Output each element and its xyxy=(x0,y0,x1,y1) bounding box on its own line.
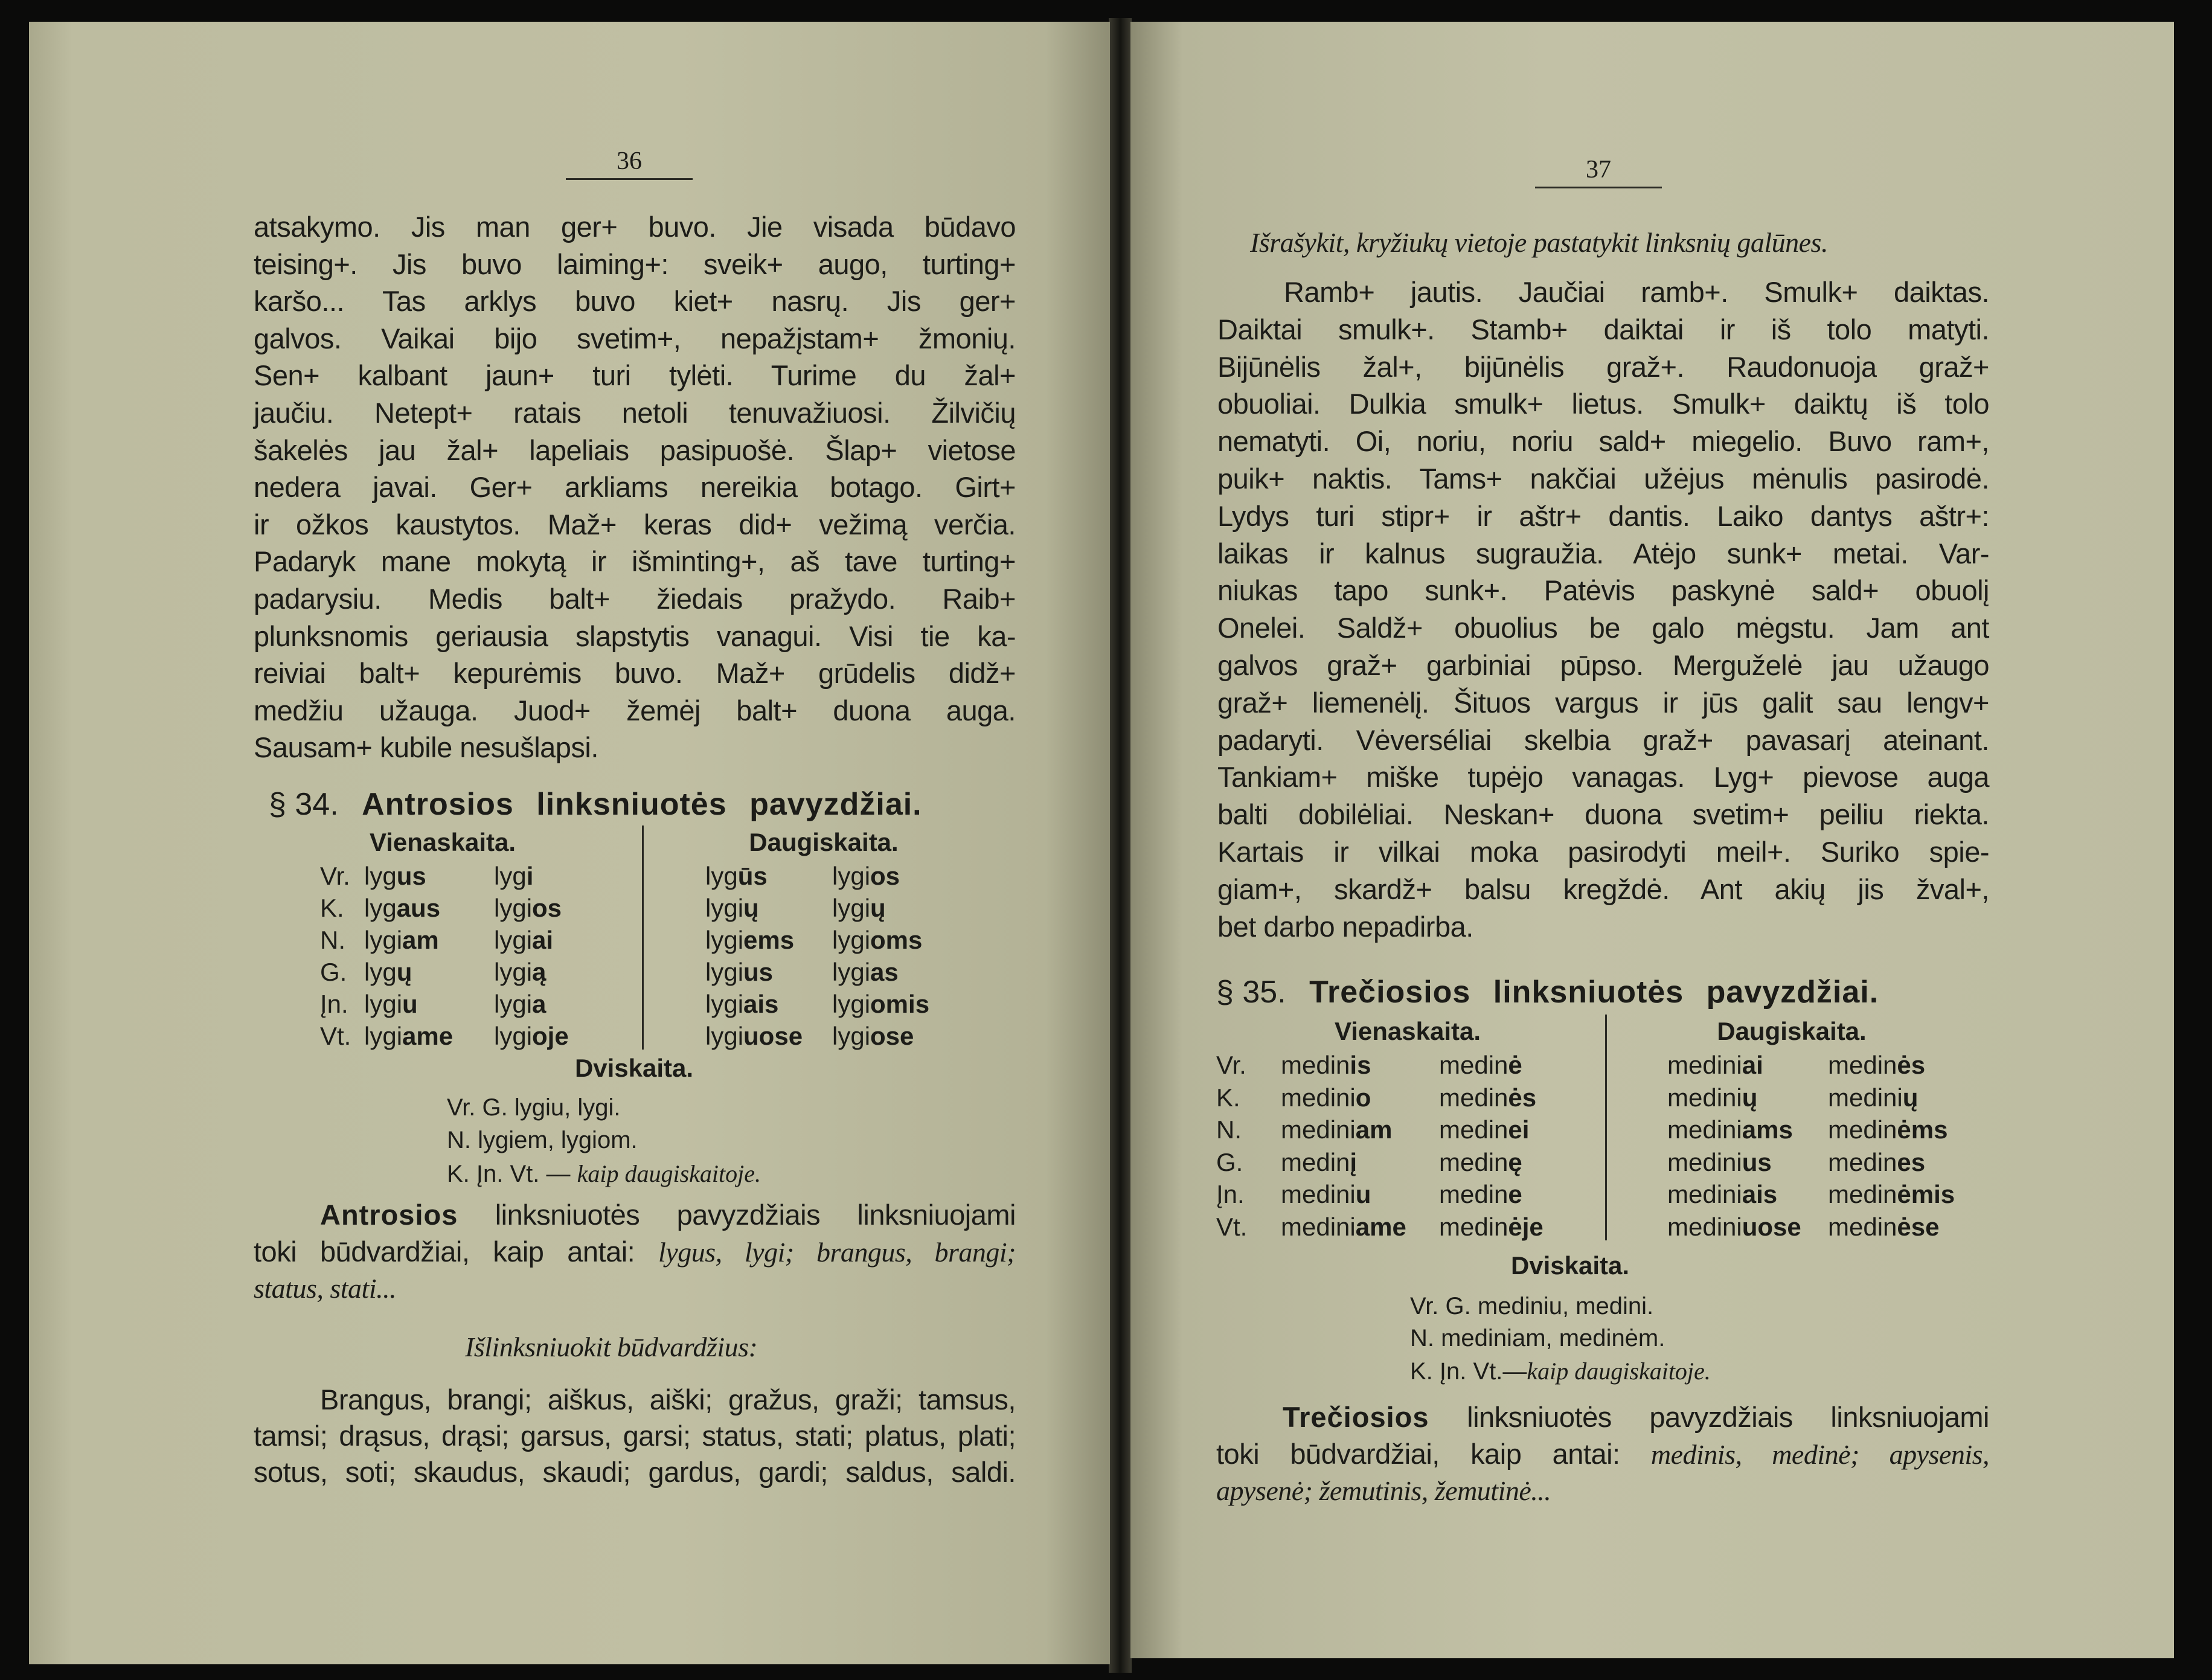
declension-cell xyxy=(1439,1115,1529,1144)
note-examples: status, stati... xyxy=(254,1273,397,1304)
word-stem: lyg xyxy=(364,894,397,922)
word-stem: medin xyxy=(1439,1180,1508,1208)
word-stem: lygi xyxy=(705,958,744,986)
singular-header: Vienaskaita. xyxy=(1334,1017,1481,1045)
dual-italic: kaip daugiskaitoje. xyxy=(577,1160,761,1187)
case-label: Vt. xyxy=(320,1022,351,1050)
dual-header: Dviskaita. xyxy=(574,1054,694,1082)
dual-text: Vr. G. lygiu, lygi. xyxy=(447,1094,621,1121)
word-stem: lygi xyxy=(705,990,744,1018)
word-stem: lygi xyxy=(705,894,744,922)
exercise-line: Sausam+ kubile nesušlapsi. xyxy=(254,731,598,764)
case-label: Vr. xyxy=(320,862,350,890)
exercise-line: padarysiu. Medis balt+ žiedais pražydo. Raib+ xyxy=(254,583,1016,615)
word-ending: uose xyxy=(1742,1212,1801,1241)
exercise-line: jaučiu. Netept+ ratais netoli tenuvažiuosi. Žilvičių xyxy=(254,397,1016,429)
declension-cell xyxy=(1828,1180,1955,1209)
dual-text: K. Įn. Vt. — xyxy=(447,1161,577,1187)
note-bold-word: Trečiosios xyxy=(1283,1401,1429,1433)
declension-cell xyxy=(1439,1051,1522,1080)
task-line: tamsi; drąsus, drąsi; garsus, garsi; status, stati; platus, plati; xyxy=(254,1420,1016,1452)
word-ending: ų xyxy=(1742,1083,1758,1112)
dual-line xyxy=(1410,1325,1665,1352)
case-label: G. xyxy=(320,958,347,986)
word-stem: medini xyxy=(1281,1212,1356,1241)
task-line: Brangus, brangi; aiškus, aiški; gražus, graži; tamsus, xyxy=(320,1383,1016,1415)
word-stem: medin xyxy=(1439,1212,1508,1241)
word-stem: medini xyxy=(1281,1115,1356,1144)
note-line xyxy=(254,1234,1016,1270)
word-stem: medini xyxy=(1667,1180,1742,1208)
declension-cell xyxy=(1281,1083,1371,1112)
declension-cell xyxy=(1281,1148,1357,1177)
exercise-line: medžiu užauga. Juod+ žemėj balt+ duona auga. xyxy=(254,694,1016,726)
word-ending: am xyxy=(402,926,439,954)
word-stem: lygi xyxy=(832,1022,871,1050)
word-stem: medini xyxy=(1667,1147,1742,1176)
declension-cell xyxy=(705,958,773,987)
note-text: toki būdvardžiai, kaip antai: xyxy=(254,1236,659,1268)
declension-cell xyxy=(364,862,426,891)
declension-cell xyxy=(494,990,546,1019)
word-stem: lygi xyxy=(832,862,871,890)
case-label: N. xyxy=(320,926,345,954)
word-ending: i xyxy=(526,862,534,890)
declension-cell xyxy=(705,894,759,923)
exercise-line: teising+. Jis buvo laiming+: sveik+ augo, turting+ xyxy=(254,248,1016,280)
exercise-line: reiviai balt+ kepurėmis buvo. Maž+ grūdelis didž+ xyxy=(254,657,1016,690)
word-ending: ei xyxy=(1508,1115,1530,1144)
case-label: Įn. xyxy=(1216,1180,1245,1208)
exercise-line: nedera javai. Ger+ arkliams nereikia botago. Girt+ xyxy=(254,471,1016,504)
exercise-line: plunksnomis geriausia slapstytis vanagui. Visi tie ka- xyxy=(254,620,1016,652)
word-ending: ūs xyxy=(737,862,768,890)
word-ending: ę xyxy=(1508,1147,1522,1176)
word-ending: ėje xyxy=(1508,1212,1544,1241)
exercise-line: Padaryk mane mokytą ir išminting+, aš tave turting+ xyxy=(254,545,1016,578)
declension-cell xyxy=(832,926,922,955)
word-stem: medin xyxy=(1828,1115,1897,1144)
word-stem: lygi xyxy=(494,990,533,1018)
declension-cell xyxy=(1281,1180,1371,1209)
declension-cell xyxy=(1439,1180,1522,1209)
task-heading: Išlinksniuokit būdvardžius: xyxy=(465,1332,758,1362)
exercise-line: galvos graž+ garbiniai pūpso. Merguželė jau užaugo xyxy=(1217,649,1989,681)
word-ending: ų xyxy=(870,894,886,922)
word-stem: lygi xyxy=(364,990,403,1018)
declension-cell xyxy=(1828,1083,1918,1112)
exercise-line: Tankiam+ miške tupėjo vanagas. Lyg+ pievose auga xyxy=(1217,761,1989,794)
declension-cell xyxy=(1828,1148,1925,1177)
word-ending: ą xyxy=(532,958,547,986)
exercise-line: galvos. Vaikai bijo svetim+, nepažįstam+ žmonių. xyxy=(254,322,1016,354)
dual-text: N. mediniam, medinėm. xyxy=(1410,1325,1665,1351)
dual-text: K. Įn. Vt.— xyxy=(1410,1358,1527,1385)
word-ending: ės xyxy=(1897,1051,1926,1079)
word-ending: as xyxy=(870,958,899,986)
section-heading xyxy=(269,786,922,822)
word-stem: lyg xyxy=(494,862,527,890)
word-ending: es xyxy=(1897,1147,1926,1176)
note-text: linksniuotės pavyzdžiais linksniuojami xyxy=(1429,1401,1989,1433)
exercise-line: Sen+ kalbant jaun+ turi tylėti. Turime du žal+ xyxy=(254,359,1016,392)
exercise-line: obuoliai. Dulkia smulk+ lietus. Smulk+ daiktų iš tolo xyxy=(1217,388,1989,420)
word-stem: lygi xyxy=(832,894,871,922)
dual-line xyxy=(447,1159,761,1188)
declension-cell xyxy=(1667,1213,1801,1242)
word-ending: is xyxy=(1350,1051,1371,1079)
declension-cell xyxy=(494,894,562,923)
dual-text: Vr. G. mediniu, medini. xyxy=(1410,1293,1654,1319)
plural-header: Daugiskaita. xyxy=(749,828,899,856)
declension-cell xyxy=(364,958,412,987)
declension-cell xyxy=(1667,1083,1757,1112)
word-ending: oje xyxy=(532,1022,569,1050)
case-label: K. xyxy=(320,894,344,922)
note-bold-word: Antrosios xyxy=(320,1199,458,1231)
dual-italic: kaip daugiskaitoje. xyxy=(1527,1358,1711,1385)
word-stem: lyg xyxy=(364,862,397,890)
word-ending: į xyxy=(1350,1147,1358,1176)
word-stem: medin xyxy=(1828,1212,1897,1241)
word-ending: us xyxy=(1742,1147,1772,1176)
declension-cell xyxy=(494,1022,569,1051)
task-line: sotus, soti; skaudus, skaudi; gardus, gardi; saldus, saldi. xyxy=(254,1456,1016,1488)
note-line xyxy=(320,1197,1016,1233)
exercise-line: Kartais ir vilkai moka pasirodyti meil+. Suriko spie- xyxy=(1217,836,1989,868)
word-ending: ėmis xyxy=(1897,1180,1955,1208)
exercise-instruction: Išrašykit, kryžiukų vietoje pastatykit linksnių galūnes. xyxy=(1250,227,1828,258)
word-ending: omis xyxy=(870,990,930,1018)
word-stem: medin xyxy=(1439,1051,1508,1079)
note-text: linksniuotės pavyzdžiais linksniuojami xyxy=(458,1199,1016,1231)
word-ending: ų xyxy=(743,894,759,922)
word-ending: ų xyxy=(396,958,412,986)
word-ending: o xyxy=(1355,1083,1371,1112)
section-number: § 35. xyxy=(1216,975,1286,1010)
exercise-line: Ramb+ jautis. Jaučiai ramb+. Smulk+ daiktas. xyxy=(1284,276,1989,308)
declension-cell xyxy=(1828,1051,1925,1080)
exercise-line: Lydys turi stipr+ ir aštr+ dantis. Laiko dantys aštr+: xyxy=(1217,499,1989,532)
exercise-line: Daiktai smulk+. Stamb+ daiktai ir iš tolo matyti. xyxy=(1217,313,1989,345)
word-stem: lyg xyxy=(705,862,738,890)
word-stem: medin xyxy=(1281,1051,1350,1079)
word-stem: medini xyxy=(1281,1180,1356,1208)
word-stem: lygi xyxy=(494,926,533,954)
word-ending: ų xyxy=(1902,1083,1919,1112)
word-ending: ame xyxy=(402,1022,454,1050)
word-stem: medini xyxy=(1667,1051,1742,1079)
word-ending: ais xyxy=(743,990,779,1018)
declension-cell xyxy=(705,1022,803,1051)
exercise-line: balti dobilėliai. Neskan+ duona svetim+ peiliu riekta. xyxy=(1217,798,1989,831)
word-ending: ėse xyxy=(1897,1212,1940,1241)
declension-cell xyxy=(705,990,778,1019)
exercise-line: atsakymo. Jis man ger+ buvo. Jie visada būdavo xyxy=(254,211,1016,243)
exercise-line: graž+ liemenėlį. Šituos vargus ir jūs galit sau lengv+ xyxy=(1217,686,1989,719)
word-stem: medini xyxy=(1828,1083,1903,1112)
declension-cell xyxy=(494,862,533,891)
word-stem: medini xyxy=(1667,1083,1742,1112)
word-ending: u xyxy=(1355,1180,1371,1208)
word-stem: medin xyxy=(1439,1083,1508,1112)
word-ending: ės xyxy=(1508,1083,1537,1112)
word-stem: lygi xyxy=(705,926,744,954)
table-divider xyxy=(642,826,644,1050)
word-ending: ose xyxy=(870,1022,914,1050)
case-label: G. xyxy=(1216,1147,1243,1176)
declension-cell xyxy=(1281,1213,1406,1242)
word-stem: medin xyxy=(1828,1147,1897,1176)
word-ending: uose xyxy=(743,1022,803,1050)
word-ending: e xyxy=(1508,1180,1522,1208)
word-stem: lygi xyxy=(705,1022,744,1050)
word-stem: lygi xyxy=(364,926,403,954)
exercise-line: padaryti. Vėverséliai skelbia graž+ pavasarį ateinant. xyxy=(1217,723,1989,756)
word-ending: am xyxy=(1355,1115,1393,1144)
section-title: Antrosios linksniuotės pavyzdžiai. xyxy=(362,787,922,822)
exercise-line: Bijūnėlis žal+, bijūnėlis graž+. Raudonuoja graž+ xyxy=(1217,350,1989,383)
declension-cell xyxy=(1281,1115,1392,1144)
declension-cell xyxy=(364,990,418,1019)
word-stem: lygi xyxy=(832,990,871,1018)
word-stem: medin xyxy=(1439,1147,1508,1176)
exercise-line: ir ožkos kaustytos. Maž+ keras did+ vežimą verčia. xyxy=(254,508,1016,540)
word-stem: lygi xyxy=(832,926,871,954)
word-ending: ėms xyxy=(1897,1115,1948,1144)
word-stem: lygi xyxy=(494,894,533,922)
word-ending: oms xyxy=(870,926,923,954)
word-stem: medini xyxy=(1281,1083,1356,1112)
dual-line xyxy=(1410,1293,1653,1320)
dual-text: N. lygiem, lygiom. xyxy=(447,1127,638,1153)
singular-header: Vienaskaita. xyxy=(369,828,516,856)
word-ending: ais xyxy=(1742,1180,1778,1208)
word-ending: ems xyxy=(743,926,795,954)
declension-cell xyxy=(494,926,553,955)
declension-cell xyxy=(364,894,440,923)
dual-line xyxy=(1410,1357,1711,1385)
case-label: Vt. xyxy=(1216,1212,1248,1241)
declension-cell xyxy=(705,926,794,955)
plural-header: Daugiskaita. xyxy=(1717,1017,1867,1045)
word-stem: lygi xyxy=(494,958,533,986)
exercise-line: bet darbo nepadirba. xyxy=(1217,910,1473,943)
word-ending: os xyxy=(870,862,900,890)
declension-cell xyxy=(1667,1148,1772,1177)
table-divider xyxy=(1605,1015,1607,1240)
declension-cell xyxy=(1281,1051,1371,1080)
exercise-line: giam+, skardž+ balsu kregždė. Ant akių jis žval+, xyxy=(1217,873,1989,905)
exercise-line: niukas tapo sunk+. Patėvis paskynė sald+ obuolį xyxy=(1217,574,1989,607)
declension-cell xyxy=(832,862,900,891)
declension-cell xyxy=(705,862,768,891)
exercise-line: šakelės jau žal+ lapeliais pasipuošė. Šlap+ vietose xyxy=(254,434,1016,466)
declension-cell xyxy=(364,1022,453,1051)
declension-cell xyxy=(364,926,439,955)
word-ending: ams xyxy=(1742,1115,1793,1144)
word-ending: ai xyxy=(532,926,554,954)
declension-cell xyxy=(1667,1051,1763,1080)
word-ending: os xyxy=(532,894,562,922)
declension-cell xyxy=(1667,1180,1777,1209)
exercise-line: Onelei. Saldž+ obuolius be galo mėgstu. Jam ant xyxy=(1217,612,1989,644)
word-ending: us xyxy=(396,862,426,890)
word-ending: ė xyxy=(1508,1051,1522,1079)
word-ending: u xyxy=(402,990,418,1018)
case-label: Įn. xyxy=(320,990,348,1018)
exercise-line: karšo... Tas arklys buvo kiet+ nasrų. Jis ger+ xyxy=(254,285,1016,318)
word-stem: medin xyxy=(1439,1115,1508,1144)
section-number: § 34. xyxy=(269,787,339,822)
word-stem: lyg xyxy=(364,958,397,986)
dual-header: Dviskaita. xyxy=(1510,1251,1630,1280)
exercise-line: puik+ naktis. Tams+ nakčiai užėjus mėnulis pasirodė. xyxy=(1217,463,1989,495)
word-stem: medin xyxy=(1281,1147,1350,1176)
word-stem: lygi xyxy=(364,1022,403,1050)
book-spine xyxy=(1109,18,1132,1673)
declension-cell xyxy=(832,894,886,923)
exercise-line: laikas ir kalnus sugraužia. Atėjo sunk+ metai. Var- xyxy=(1217,537,1989,569)
note-examples: medinis, medinė; apysenis, xyxy=(1650,1439,1990,1470)
case-label: K. xyxy=(1216,1083,1240,1112)
declension-cell xyxy=(832,990,929,1019)
declension-cell xyxy=(494,958,546,987)
word-stem: lygi xyxy=(494,1022,533,1050)
word-ending: aus xyxy=(396,894,441,922)
note-examples: apysenė; žemutinis, žemutinė... xyxy=(1216,1475,1551,1506)
word-stem: medin xyxy=(1828,1180,1897,1208)
word-stem: medini xyxy=(1667,1212,1742,1241)
word-ending: ame xyxy=(1355,1212,1406,1241)
declension-cell xyxy=(832,958,899,987)
section-title: Trečiosios linksniuotės pavyzdžiai. xyxy=(1309,975,1879,1010)
case-label: Vr. xyxy=(1216,1051,1246,1079)
note-text: toki būdvardžiai, kaip antai: xyxy=(1216,1438,1651,1470)
declension-cell xyxy=(1828,1115,1948,1144)
exercise-line: nematyti. Oi, noriu, noriu sald+ miegelio. Buvo ram+, xyxy=(1217,425,1989,458)
dual-line xyxy=(447,1127,638,1154)
word-ending: us xyxy=(743,958,774,986)
word-stem: medin xyxy=(1828,1051,1897,1079)
case-label: N. xyxy=(1216,1115,1242,1144)
section-heading xyxy=(1216,974,1879,1010)
note-line xyxy=(1283,1400,1989,1435)
page-number: 36 xyxy=(566,147,693,180)
left-page xyxy=(29,22,1110,1664)
dual-line xyxy=(447,1094,621,1121)
page-number: 37 xyxy=(1535,155,1662,188)
declension-cell xyxy=(1828,1213,1939,1242)
declension-cell xyxy=(1667,1115,1793,1144)
declension-cell xyxy=(1439,1213,1544,1242)
word-stem: lygi xyxy=(832,958,871,986)
word-ending: ai xyxy=(1742,1051,1763,1079)
note-line xyxy=(1216,1437,1989,1472)
declension-cell xyxy=(1439,1083,1536,1112)
right-page xyxy=(1130,22,2174,1658)
note-examples: lygus, lygi; brangus, brangi; xyxy=(658,1237,1016,1268)
word-ending: a xyxy=(532,990,547,1018)
declension-cell xyxy=(832,1022,914,1051)
declension-cell xyxy=(1439,1148,1522,1177)
word-stem: medini xyxy=(1667,1115,1742,1144)
